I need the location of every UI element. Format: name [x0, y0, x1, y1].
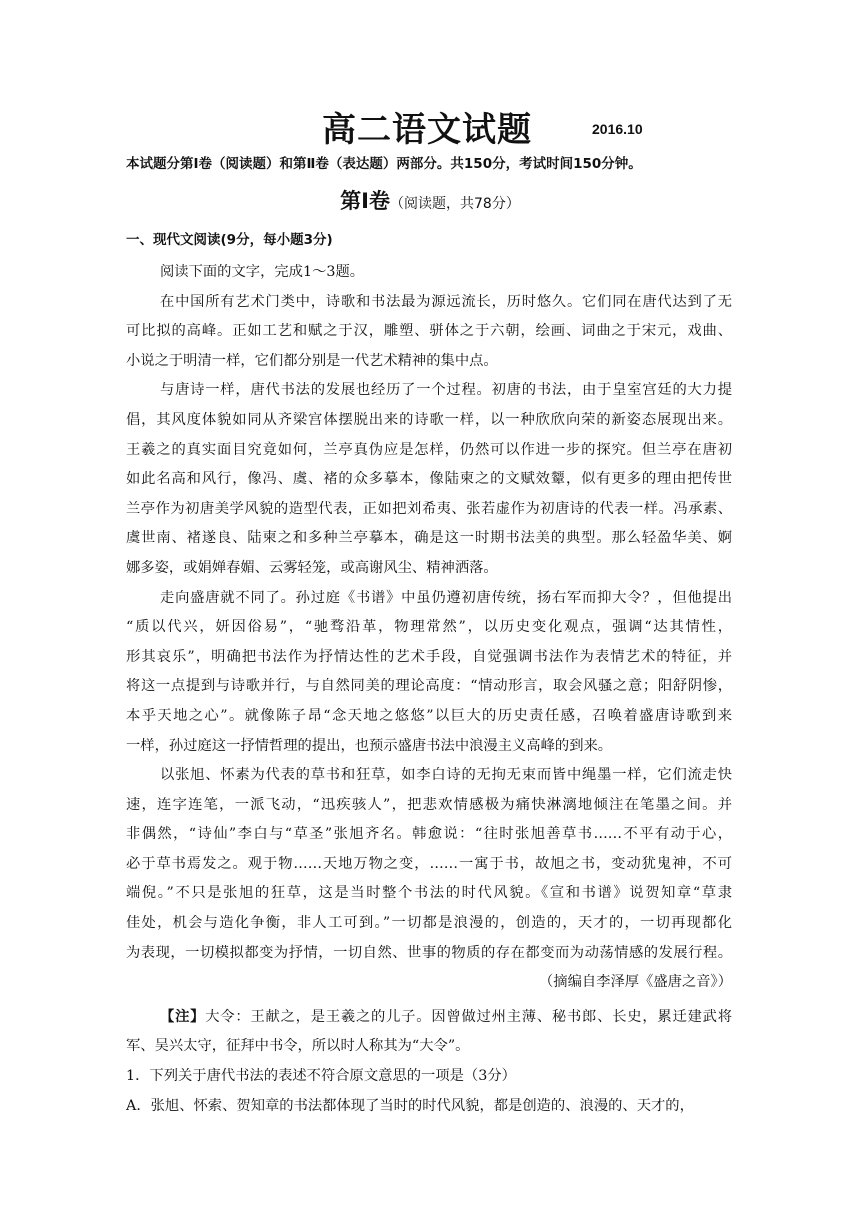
- note-label: 【注】: [160, 1008, 206, 1025]
- passage-line: 与唐诗一样，唐代书法的发展也经历了一个过程。初唐的书法，由于皇室宫廷的大力提: [160, 382, 732, 399]
- passage-line: 一样，孙过庭这一抒情哲理的提出，也预示盛唐书法中浪漫主义高峰的到来。: [126, 737, 613, 754]
- passage-line: 走向盛唐就不同了。孙过庭《书谱》中虽仍遵初唐传统，扬右军而抑大令？，但他提出: [160, 589, 732, 606]
- note-text: 大令：王献之，是王羲之的儿子。因曾做过州主薄、秘书郎、长史，累迁建武将: [205, 1008, 733, 1025]
- exam-title: 高二语文试题: [322, 110, 532, 150]
- passage-line: 在中国所有艺术门类中，诗歌和书法最为源远流长，历时悠久。它们同在唐代达到了无: [160, 293, 732, 310]
- passage-line: 以张旭、怀素为代表的草书和狂草，如李白诗的无拘无束而皆中绳墨一样，它们流走快: [160, 767, 732, 784]
- title-row: [0, 105, 860, 155]
- exam-date: 2016.10: [592, 121, 643, 137]
- note-line: [126, 1003, 732, 1033]
- question-option-a: A．张旭、怀索、贺知章的书法都体现了当时的时代风貌，都是创造的、浪漫的、天才的，: [126, 1097, 694, 1114]
- reading-instruction: 阅读下面的文字，完成1～3题。: [160, 264, 365, 280]
- section-heading: 一、现代文阅读(9分，每小题3分): [126, 232, 333, 248]
- passage-line: 可比拟的高峰。正如工艺和赋之于汉，雕塑、骈体之于六朝，绘画、词曲之于宋元，戏曲、: [126, 323, 732, 340]
- passage-line: 端倪。”不只是张旭的狂草，这是当时整个书法的时代风貌。《宣和书谱》说贺知章“草隶: [126, 885, 732, 902]
- exam-intro: 本试题分第Ⅰ卷（阅读题）和第Ⅱ卷（表达题）两部分。共150分，考试时间150分钟。: [126, 156, 642, 172]
- passage-body: [126, 258, 732, 1121]
- passage-line: 娜多姿，或娟婵春媚、云雾轻笼，或高谢风尘、精神洒落。: [126, 559, 498, 576]
- passage-line: 王羲之的真实面目究竟如何，兰亭真伪应是怎样，仍然可以作进一步的探究。但兰亭在唐初: [126, 441, 732, 458]
- passage-line: 兰亭作为初唐美学风貌的造型代表，正如把刘希夷、张若虚作为初唐诗的代表一样。冯承素、: [126, 500, 732, 517]
- question-stem: 1．下列关于唐代书法的表述不符合原文意思的一项是（3分）: [126, 1068, 516, 1085]
- passage-line: 虞世南、褚遂良、陆柬之和多种兰亭摹本，确是这一时期书法美的典型。那么轻盈华美、婀: [126, 530, 732, 547]
- passage-line: 必于草书焉发之。观于物……天地万物之变，……一寓于书，故旭之书，变动犹鬼神，不可: [126, 855, 732, 872]
- passage-line: 小说之于明清一样，它们都分别是一代艺术精神的集中点。: [126, 352, 498, 369]
- volume-heading: [0, 185, 860, 215]
- passage-line: 速，连字连笔，一派飞动，“迅疾骇人”，把悲欢情感极为痛快淋漓地倾注在笔墨之间。并: [126, 796, 732, 813]
- passage-line: 非偶然，“诗仙”李白与“草圣”张旭齐名。韩愈说：“往时张旭善草书……不平有动于心，: [126, 826, 732, 843]
- passage-line: 佳处，机会与造化争衡，非人工可到。”一切都是浪漫的，创造的，天才的，一切再现都化: [126, 915, 732, 932]
- passage-line: 本乎天地之心”。就像陈子昂“念天地之悠悠”以巨大的历史责任感，召唤着盛唐诗歌到来: [126, 707, 732, 724]
- passage-line: “质以代兴，妍因俗易”，“驰骛沿革，物理常然”，以历史变化观点，强调“达其情性，: [126, 619, 732, 636]
- volume-subtitle: （阅读题，共78分）: [390, 196, 520, 212]
- passage-line: 倡，其风度体貌如同从齐梁宫体摆脱出来的诗歌一样，以一种欣欣向荣的新姿态展现出来。: [126, 411, 732, 428]
- passage-line: 将这一点提到与诗歌并行，与自然同美的理论高度：“情动形言，取会风骚之意；阳舒阴惨，: [126, 678, 732, 695]
- passage-line: 形其哀乐”，明确把书法作为抒情达性的艺术手段，自觉强调书法作为表情艺术的特征，并: [126, 648, 732, 665]
- passage-source: （摘编自李泽厚《盛唐之音》）: [538, 974, 732, 991]
- passage-line: 如此名高和风行，像冯、虞、褚的众多摹本，像陆柬之的文赋效颦，似有更多的理由把传世: [126, 471, 732, 488]
- passage-line: 为表现，一切模拟都变为抒情，一切自然、世事的物质的存在都变而为动荡情感的发展行程。: [126, 944, 732, 961]
- volume-title: 第Ⅰ卷: [340, 189, 390, 213]
- note-line: 军、吴兴太守，征拜中书令，所以时人称其为“大令”。: [126, 1038, 470, 1055]
